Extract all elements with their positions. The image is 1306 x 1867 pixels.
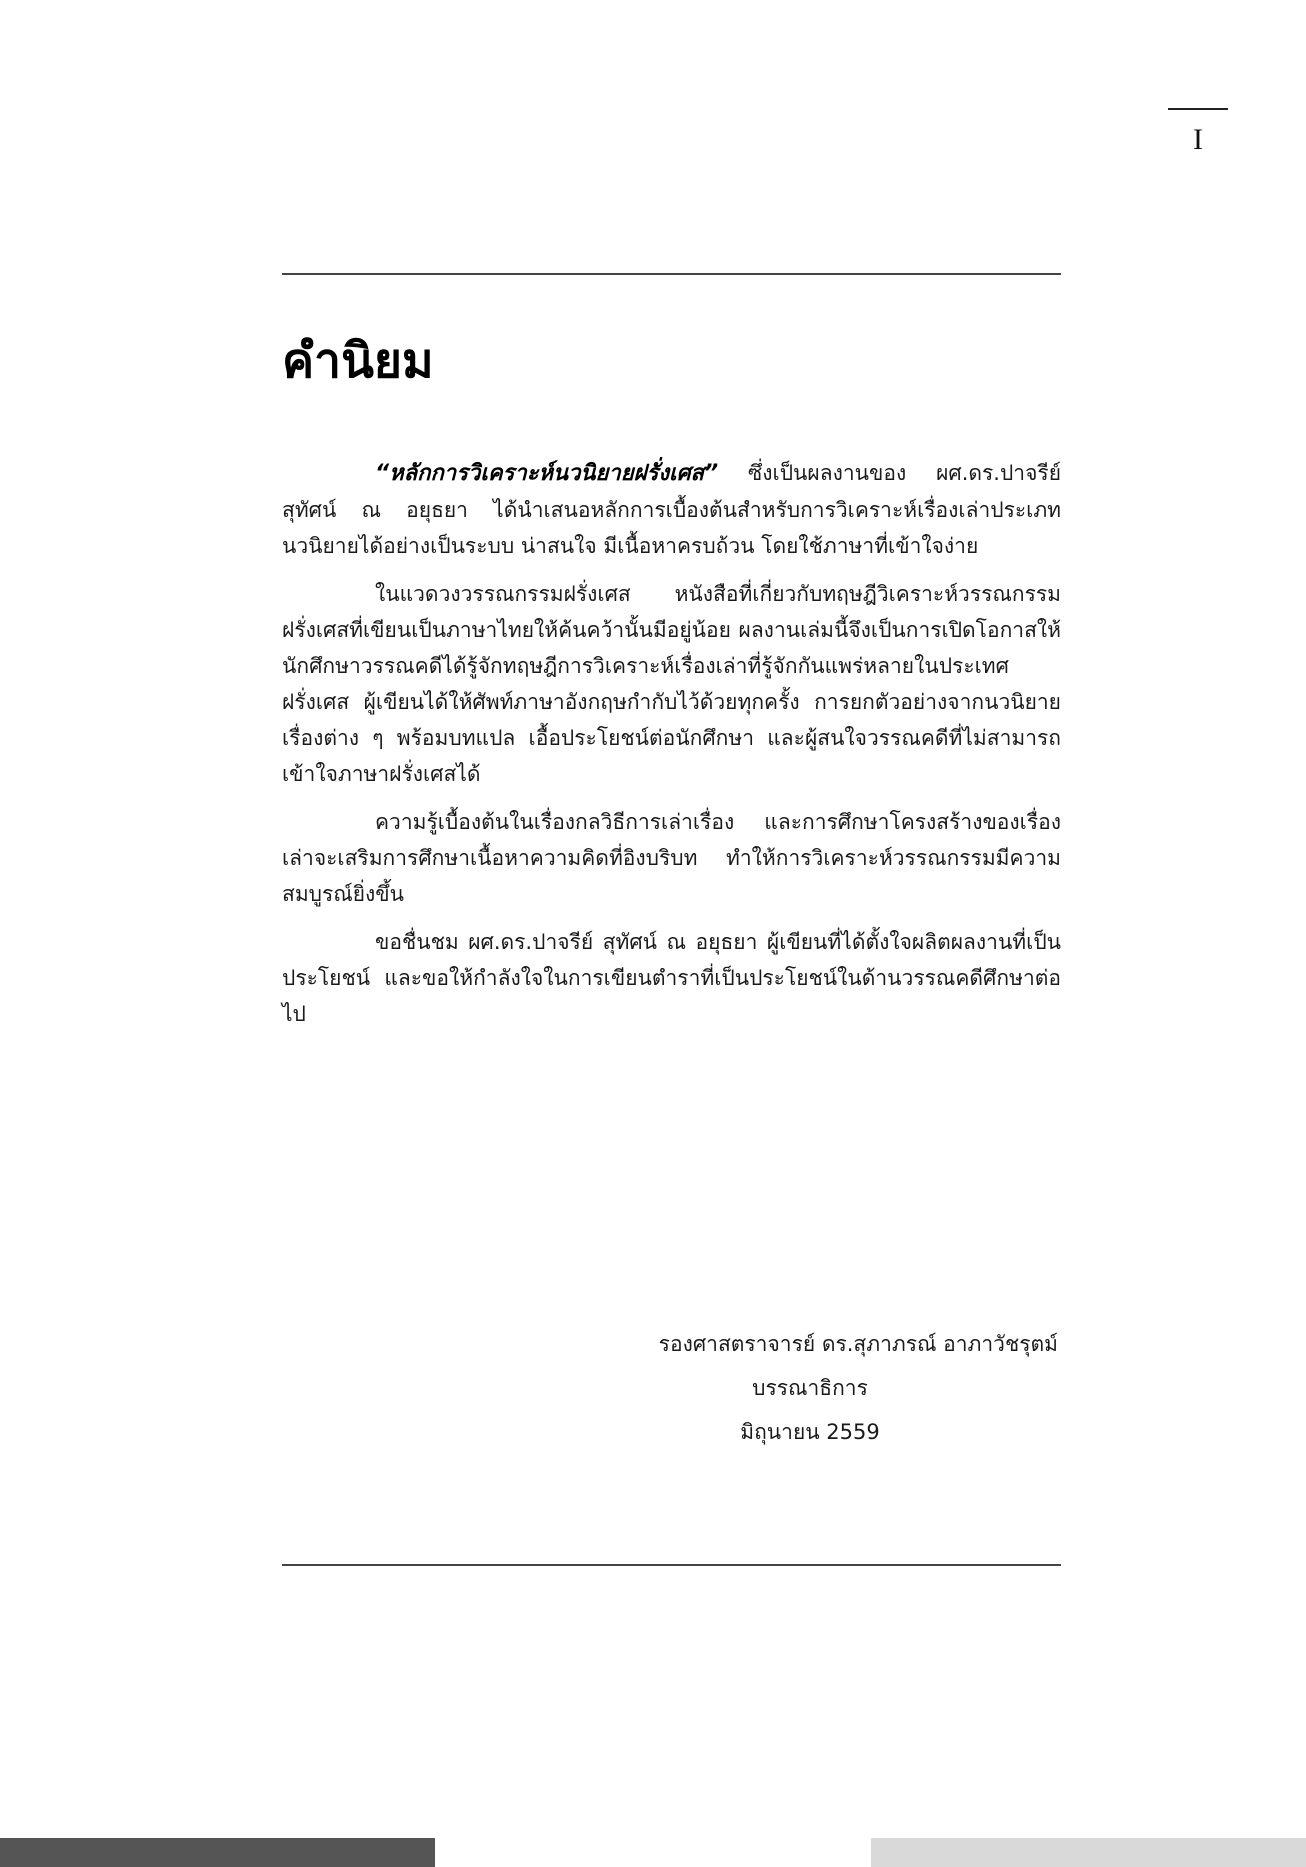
paragraph-4: ขอชื่นชม ผศ.ดร.ปาจรีย์ สุทัศน์ ณ อยุธยา ผู้เขียนที่ได้ตั้งใจผลิตผลงานที่เป็นประโยชน์ และขอให้กำลังใจในการเขียนตำราที่เป็นประโยชน์ในด้านวรรณคดีศึกษาต่อไป bbox=[282, 930, 1061, 1026]
bottom-rule bbox=[282, 1564, 1061, 1566]
top-rule bbox=[282, 273, 1061, 275]
paragraph-1-text: ซึ่งเป็นผลงานของ ผศ.ดร.ปาจรีย์ สุทัศน์ ณ อยุธยา ได้นำเสนอหลักการเบื้องต้นสำหรับการวิเคราะห์เรื่องเล่าประเภทนวนิยายได้อย่างเป็นระบบ น่าสนใจ มีเนื้อหาครบถ้วน โดยใช้ภาษาที่เข้าใจง่าย bbox=[282, 461, 1061, 558]
page-number: I bbox=[1193, 123, 1203, 156]
paragraph-1 bbox=[282, 455, 1061, 564]
page-number-rule bbox=[1168, 108, 1228, 110]
signature-role: บรรณาธิการ bbox=[752, 1376, 868, 1400]
footer-bar-right bbox=[871, 1838, 1306, 1867]
paragraph-3: ความรู้เบื้องต้นในเรื่องกลวิธีการเล่าเรื่อง และการศึกษาโครงสร้างของเรื่องเล่าจะเสริมการศึกษาเนื้อหาความคิดที่อิงบริบท ทำให้การวิเคราะห์วรรณกรรมมีความสมบูรณ์ยิ่งขึ้น bbox=[282, 810, 1061, 906]
signature-date: มิถุนายน 2559 bbox=[740, 1420, 880, 1444]
foreword-body bbox=[282, 455, 1061, 1044]
book-title: “หลักการวิเคราะห์นวนิยายฝรั่งเศส” bbox=[375, 461, 719, 486]
footer-bar-left bbox=[0, 1838, 435, 1867]
signature-name: รองศาสตราจารย์ ดร.สุภาภรณ์ อาภาวัชรุตม์ bbox=[658, 1332, 1058, 1356]
signature-block bbox=[560, 1322, 1060, 1454]
page-title: คำนิยม bbox=[282, 333, 434, 389]
paragraph-2: ในแวดวงวรรณกรรมฝรั่งเศส หนังสือที่เกี่ยวกับทฤษฎีวิเคราะห์วรรณกรรมฝรั่งเศสที่เขียนเป็นภาษาไทยให้ค้นคว้านั้นมีอยู่น้อย ผลงานเล่มนี้จึงเป็นการเปิดโอกาสให้นักศึกษาวรรณคดีได้รู้จักทฤษฎีการวิเคราะห์เรื่องเล่าที่รู้จักกันแพร่หลายในประเทศฝรั่งเศส ผู้เขียนได้ให้ศัพท์ภาษาอังกฤษกำกับไว้ด้วยทุกครั้ง การยกตัวอย่างจากนวนิยายเรื่องต่าง ๆ พร้อมบทแปล เอื้อประโยชน์ต่อนักศึกษา และผู้สนใจวรรณคดีที่ไม่สามารถเข้าใจภาษาฝรั่งเศสได้ bbox=[282, 582, 1061, 786]
